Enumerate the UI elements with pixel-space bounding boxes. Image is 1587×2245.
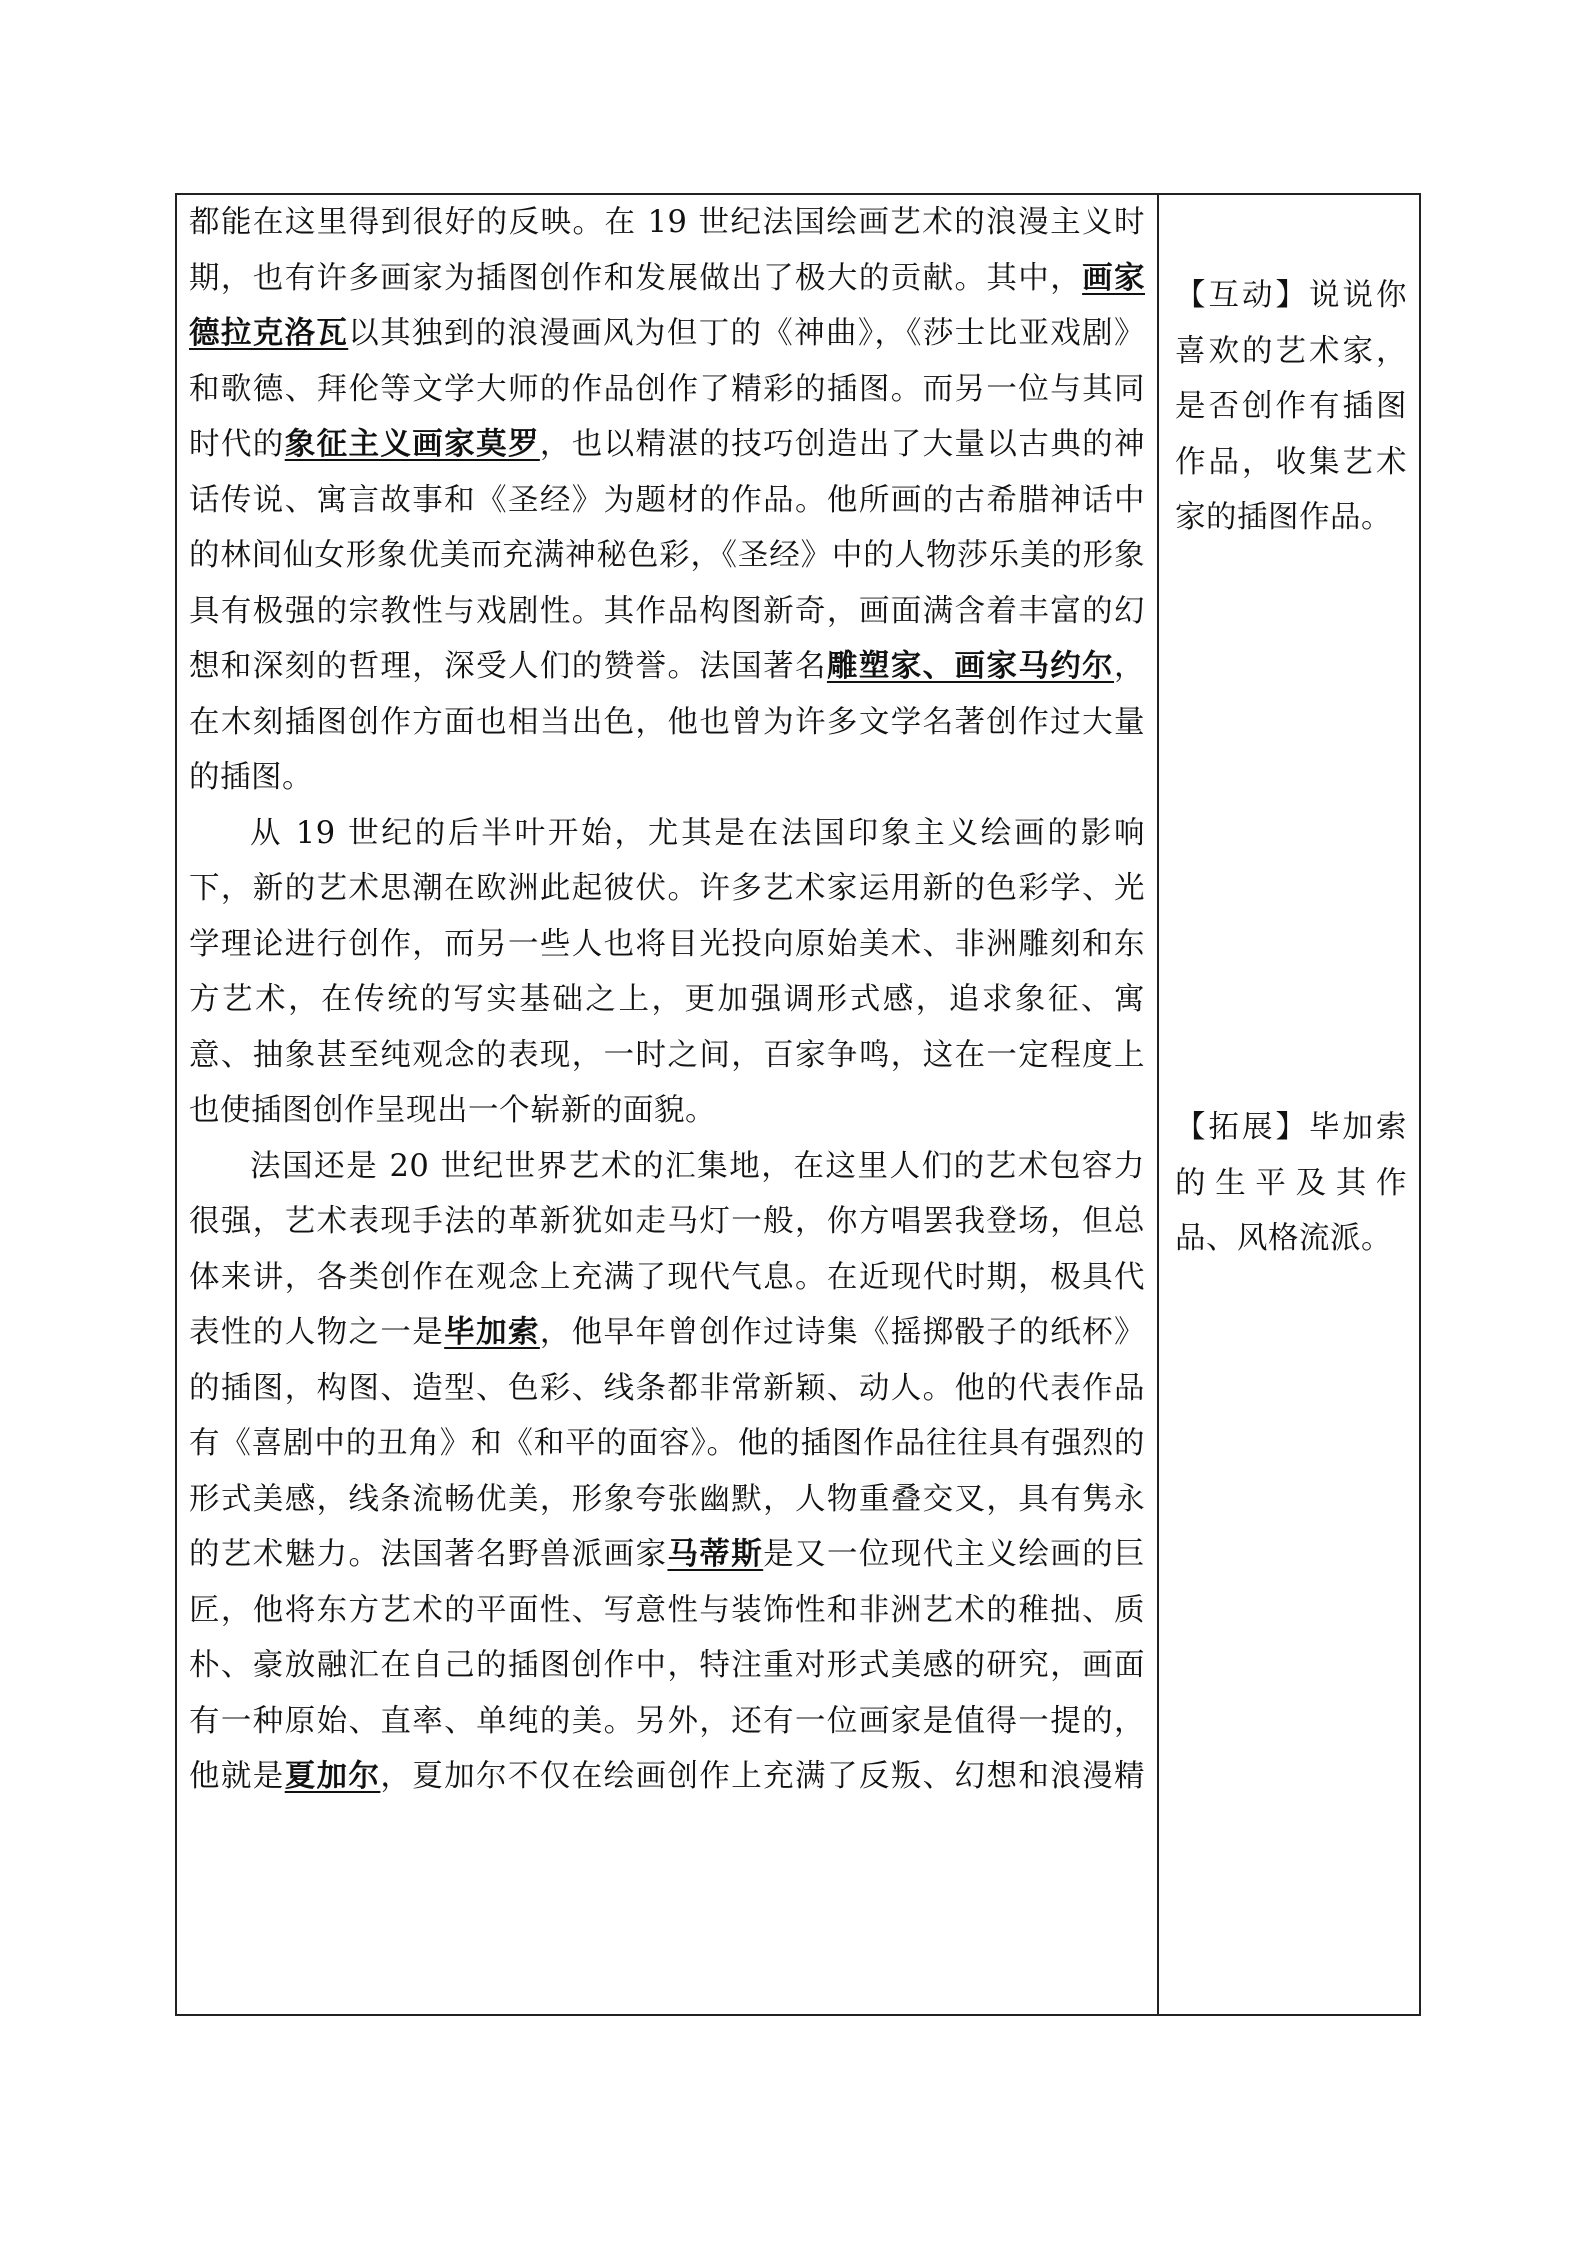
column-divider — [1157, 195, 1159, 2014]
artist-name-highlight: 夏加尔 — [284, 1758, 381, 1794]
text-run: 以其独到的浪漫画风为但丁的《神曲》，《莎士比亚戏剧》和歌德、拜伦等文学大师的作品创作了精彩的插图。而另一位与其同时代的 — [189, 316, 1145, 462]
side-note-interaction — [1175, 268, 1407, 546]
artist-name-highlight: 马蒂斯 — [667, 1536, 764, 1572]
text-run: ，夏加尔不仅在绘画创作上充满了反叛、幻想和浪漫精 — [380, 1759, 1146, 1794]
artist-name-highlight: 画家德拉克洛瓦 — [189, 259, 1146, 351]
side-note-extension — [1175, 1100, 1407, 1267]
text-run: 法国还是 20 世纪世界艺术的汇集地，在这里人们的艺术包容力很强，艺术表现手法的革新犹如走马灯一般，你方唱罢我登场，但总体来讲，各类创作在观念上充满了现代气息。在近现代时期，极具代表性的人物之一是 — [189, 1148, 1145, 1350]
extension-text: 【拓展】毕加索的生平及其作品、风格流派。 — [1175, 1110, 1407, 1256]
text-run: 是又一位现代主义绘画的巨匠，他将东方艺术的平面性、写意性与装饰性和非洲艺术的稚拙、质朴、豪放融汇在自己的插图创作中，特注重对形式美感的研究，画面有一种原始、直率、单纯的美。另外，还有一位画家是值得一提的，他就是 — [189, 1537, 1146, 1794]
text-run: ，也以精湛的技巧创造出了大量以古典的神话传说、寓言故事和《圣经》为题材的作品。他所画的古希腊神话中的林间仙女形象优美而充满神秘色彩，《圣经》中的人物莎乐美的形象具有极强的宗教性与戏剧性。其作品构图新奇，画面满含着丰富的幻想和深刻的哲理，深受人们的赞誉。法国著名 — [189, 427, 1146, 684]
paragraph-impressionism: 从 19 世纪的后半叶开始，尤其是在法国印象主义绘画的影响下，新的艺术思潮在欧洲此起彼伏。许多艺术家运用新的色彩学、光学理论进行创作，而另一些人也将目光投向原始美术、非洲雕刻和东方艺术，在传统的写实基础之上，更加强调形式感，追求象征、寓意、抽象甚至纯观念的表现，一时之间，百家争鸣，这在一定程度上也使插图创作呈现出一个崭新的面貌。 — [189, 815, 1145, 1128]
main-text-cell — [189, 195, 1145, 1805]
artist-name-highlight: 雕塑家、画家马约尔 — [826, 648, 1115, 684]
paragraph-romanticism — [189, 195, 1145, 806]
text-run: 都能在这里得到很好的反映。在 19 世纪法国绘画艺术的浪漫主义时期，也有许多画家为插图创作和发展做出了极大的贡献。其中， — [189, 205, 1145, 296]
document-table — [175, 193, 1421, 2016]
extension-note — [1175, 1100, 1407, 1267]
paragraph-twentieth-century — [189, 1139, 1145, 1805]
interaction-note: 【互动】说说你喜欢的艺术家，是否创作有插图作品，收集艺术家的插图作品。 — [1175, 278, 1407, 535]
text-run: ，在木刻插图创作方面也相当出色，他也曾为许多文学名著创作过大量的插图。 — [189, 649, 1146, 795]
artist-name-highlight: 毕加索 — [444, 1314, 540, 1350]
artist-name-highlight: 象征主义画家莫罗 — [284, 426, 540, 462]
text-run: ，他早年曾创作过诗集《摇掷骰子的纸杯》的插图，构图、造型、色彩、线条都非常新颖、动人。他的代表作品有《喜剧中的丑角》和《和平的面容》。他的插图作品往往具有强烈的形式美感，线条流畅优美，形象夸张幽默，人物重叠交叉，具有隽永的艺术魅力。法国著名野兽派画家 — [189, 1315, 1146, 1572]
